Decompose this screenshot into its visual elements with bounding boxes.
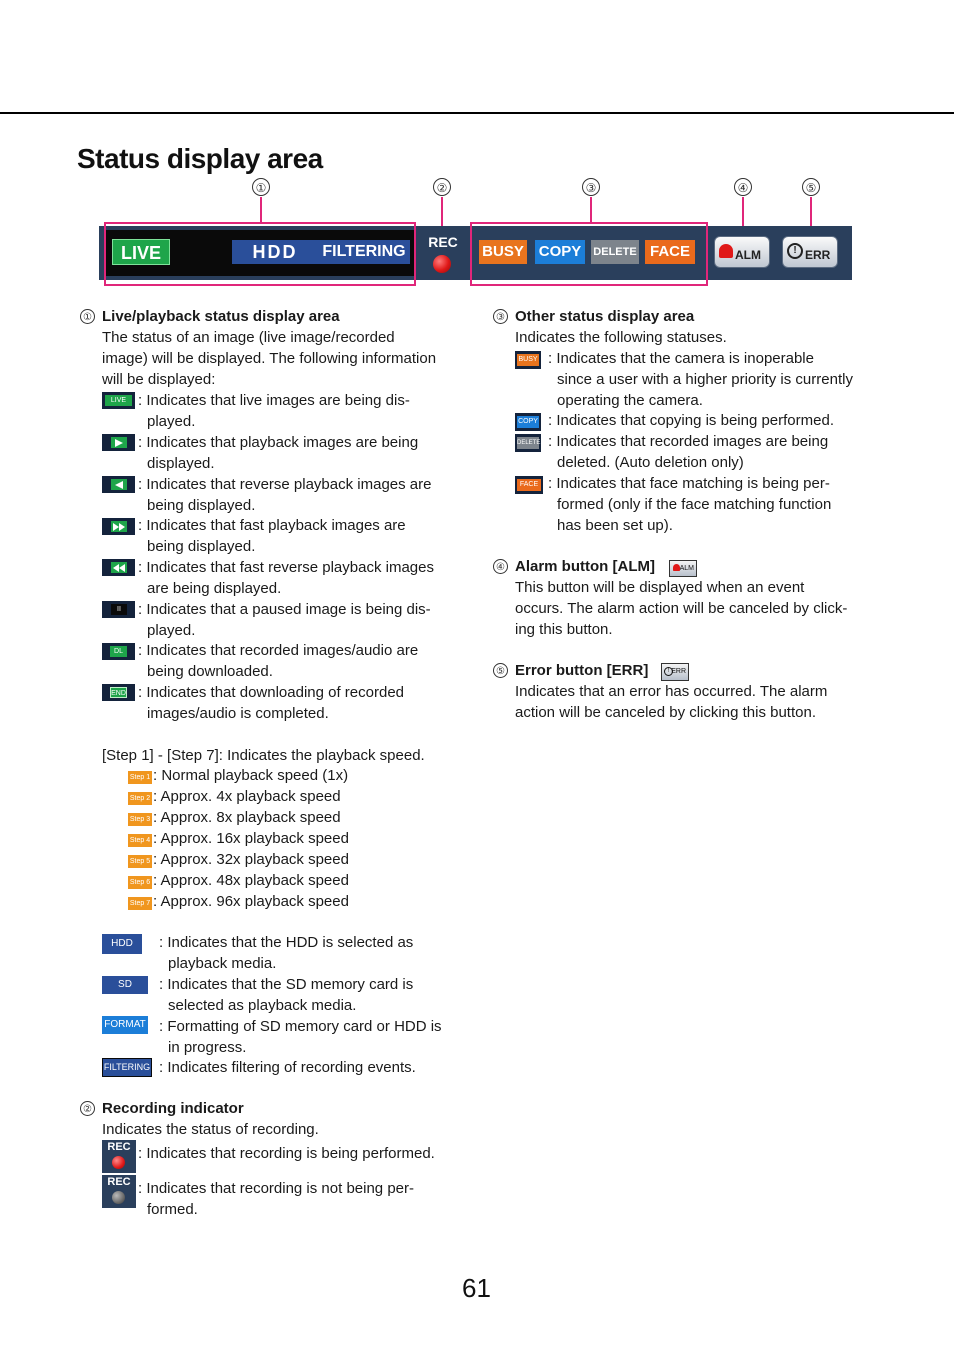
media-text: selected as playback media. <box>168 997 357 1014</box>
error-exclamation-icon: ! <box>787 243 803 259</box>
sec1-item-text: played. <box>147 622 196 639</box>
sec1-intro-line: The status of an image (live image/recorded <box>102 329 395 346</box>
copy-icon: COPY <box>515 413 541 431</box>
sec2-intro: Indicates the status of recording. <box>102 1121 319 1138</box>
step-text: : Approx. 96x playback speed <box>153 893 349 910</box>
sec3-item-text: : Indicates that copying is being performed. <box>548 412 834 429</box>
sec1-item-text: being displayed. <box>147 497 256 514</box>
sec3-intro: Indicates the following statuses. <box>515 329 727 346</box>
page-title: Status display area <box>77 143 323 174</box>
step-text: : Approx. 32x playback speed <box>153 851 349 868</box>
filtering-badge: FILTERING <box>318 240 410 264</box>
step-3-icon: Step 3 <box>128 813 152 826</box>
sec1-number: ① <box>80 309 95 324</box>
callout-3: ③ <box>582 178 600 196</box>
face-icon: FACE <box>515 476 543 494</box>
step-6-icon: Step 6 <box>128 876 152 889</box>
sec3-item-text: formed (only if the face matching function <box>557 496 832 513</box>
recording-indicator-icon <box>433 255 451 273</box>
pause-icon: II <box>102 601 135 618</box>
sec5-body-line: action will be canceled by clicking this button. <box>515 704 816 721</box>
sec3-item-text: : Indicates that recorded images are being <box>548 433 829 450</box>
callout-5: ⑤ <box>802 178 820 196</box>
step-text: : Approx. 4x playback speed <box>153 788 341 805</box>
sec3-item-text: deleted. (Auto deletion only) <box>557 454 744 471</box>
sec1-item-text: displayed. <box>147 455 215 472</box>
alarm-button[interactable] <box>714 236 770 268</box>
download-complete-icon: END <box>102 684 135 701</box>
sec4-body-line: This button will be displayed when an event <box>515 579 805 596</box>
error-icon: ! ERR <box>661 663 689 681</box>
sec3-item-text: : Indicates that face matching is being per- <box>548 475 830 492</box>
highlight-other-status-area <box>470 222 708 286</box>
sec1-item-text: : Indicates that fast reverse playback images <box>138 559 434 576</box>
sec3-item-text: operating the camera. <box>557 392 703 409</box>
media-text: : Indicates that the HDD is selected as <box>159 934 414 951</box>
live-status-badge: LIVE <box>112 239 170 265</box>
reverse-play-icon <box>102 476 135 493</box>
sec1-item-text: images/audio is completed. <box>147 705 329 722</box>
steps-intro: [Step 1] - [Step 7]: Indicates the playback speed. <box>102 747 425 764</box>
sec2-item-text: : Indicates that recording is not being per- <box>138 1180 414 1197</box>
step-4-icon: Step 4 <box>128 834 152 847</box>
step-text: : Normal playback speed (1x) <box>153 767 349 784</box>
sd-card-icon: SD <box>102 976 148 994</box>
filtering-icon: FILTERING <box>102 1058 152 1077</box>
header-rule <box>0 112 954 114</box>
step-2-icon: Step 2 <box>128 792 152 805</box>
sec2-item-text: formed. <box>147 1201 198 1218</box>
error-button[interactable] <box>782 236 838 268</box>
live-icon: LIVE <box>102 392 135 409</box>
step-5-icon: Step 5 <box>128 855 152 868</box>
hdd-icon: HDD <box>102 934 142 954</box>
sec4-body-line: occurs. The alarm action will be canceled by click- <box>515 600 848 617</box>
sec1-item-text: : Indicates that downloading of recorded <box>138 684 405 701</box>
sec1-item-text: : Indicates that live images are being dis- <box>138 392 410 409</box>
alarm-bell-icon <box>719 244 733 258</box>
download-icon: DL <box>102 643 135 660</box>
callout-line-3 <box>590 197 592 223</box>
sec1-heading: Live/playback status display area <box>102 308 340 325</box>
copy-badge: COPY <box>535 240 585 264</box>
page-number: 61 <box>462 1273 491 1303</box>
step-7-icon: Step 7 <box>128 897 152 910</box>
sec1-item-text: played. <box>147 413 196 430</box>
sec1-item-text: : Indicates that recorded images/audio are <box>138 642 419 659</box>
delete-badge: DELETE <box>591 240 639 264</box>
play-icon <box>102 434 135 451</box>
sec4-heading: Alarm button [ALM] <box>515 558 655 575</box>
sec5-heading: Error button [ERR] <box>515 662 649 679</box>
alarm-button-label: ALM <box>735 248 761 262</box>
media-text: : Indicates filtering of recording events. <box>159 1059 416 1076</box>
sec5-body-line: Indicates that an error has occurred. The alarm <box>515 683 828 700</box>
error-button-label: ERR <box>805 248 831 262</box>
rec-on-icon: REC <box>102 1140 136 1173</box>
sec3-heading: Other status display area <box>515 308 695 325</box>
busy-badge: BUSY <box>479 240 527 264</box>
sec2-item-text: : Indicates that recording is being performed. <box>138 1145 435 1162</box>
red-rec-dot-icon <box>112 1156 125 1169</box>
sec3-item-text: since a user with a higher priority is currently <box>557 371 853 388</box>
sec1-item-text: : Indicates that a paused image is being dis- <box>138 601 431 618</box>
step-text: : Approx. 16x playback speed <box>153 830 349 847</box>
step-1-icon: Step 1 <box>128 771 152 784</box>
callout-2: ② <box>433 178 451 196</box>
error-exclamation-icon: ! <box>664 667 673 676</box>
media-text: : Indicates that the SD memory card is <box>159 976 414 993</box>
fast-reverse-icon <box>102 559 135 576</box>
alarm-icon: ALM <box>669 560 697 577</box>
highlight-live-playback-area <box>104 222 416 286</box>
rec-label: REC <box>428 234 458 250</box>
sec1-item-text: : Indicates that reverse playback images are <box>138 476 432 493</box>
fast-forward-icon <box>102 518 135 535</box>
callout-1: ① <box>252 178 270 196</box>
step-text: : Approx. 8x playback speed <box>153 809 341 826</box>
rec-off-icon: REC <box>102 1175 136 1208</box>
sec1-intro-line: image) will be displayed. The following information <box>102 350 437 367</box>
sec1-item-text: are being displayed. <box>147 580 282 597</box>
sec3-item-text: : Indicates that the camera is inoperable <box>548 350 814 367</box>
alarm-bell-icon <box>673 564 680 571</box>
sec1-item-text: : Indicates that fast playback images are <box>138 517 406 534</box>
sec4-body-line: ing this button. <box>515 621 613 638</box>
busy-icon: BUSY <box>515 351 541 369</box>
sec2-number: ② <box>80 1101 95 1116</box>
sec2-heading: Recording indicator <box>102 1100 244 1117</box>
sec1-item-text: being downloaded. <box>147 663 273 680</box>
sec1-intro-line: will be displayed: <box>102 371 216 388</box>
sec3-number: ③ <box>493 309 508 324</box>
callout-line-1 <box>260 197 262 223</box>
media-text: : Formatting of SD memory card or HDD is <box>159 1018 442 1035</box>
step-text: : Approx. 48x playback speed <box>153 872 349 889</box>
callout-4: ④ <box>734 178 752 196</box>
format-icon: FORMAT <box>102 1016 148 1034</box>
sec3-item-text: has been set up). <box>557 517 673 534</box>
delete-icon: DELETE <box>515 434 541 452</box>
media-text: in progress. <box>168 1039 247 1056</box>
callout-line-2 <box>441 197 443 226</box>
sec1-item-text: being displayed. <box>147 538 256 555</box>
face-badge: FACE <box>645 240 695 264</box>
media-text: playback media. <box>168 955 277 972</box>
sec4-number: ④ <box>493 559 508 574</box>
hdd-media-badge: HDD <box>232 240 318 264</box>
sec5-number: ⑤ <box>493 663 508 678</box>
sec1-item-text: : Indicates that playback images are being <box>138 434 419 451</box>
gray-rec-dot-icon <box>112 1191 125 1204</box>
